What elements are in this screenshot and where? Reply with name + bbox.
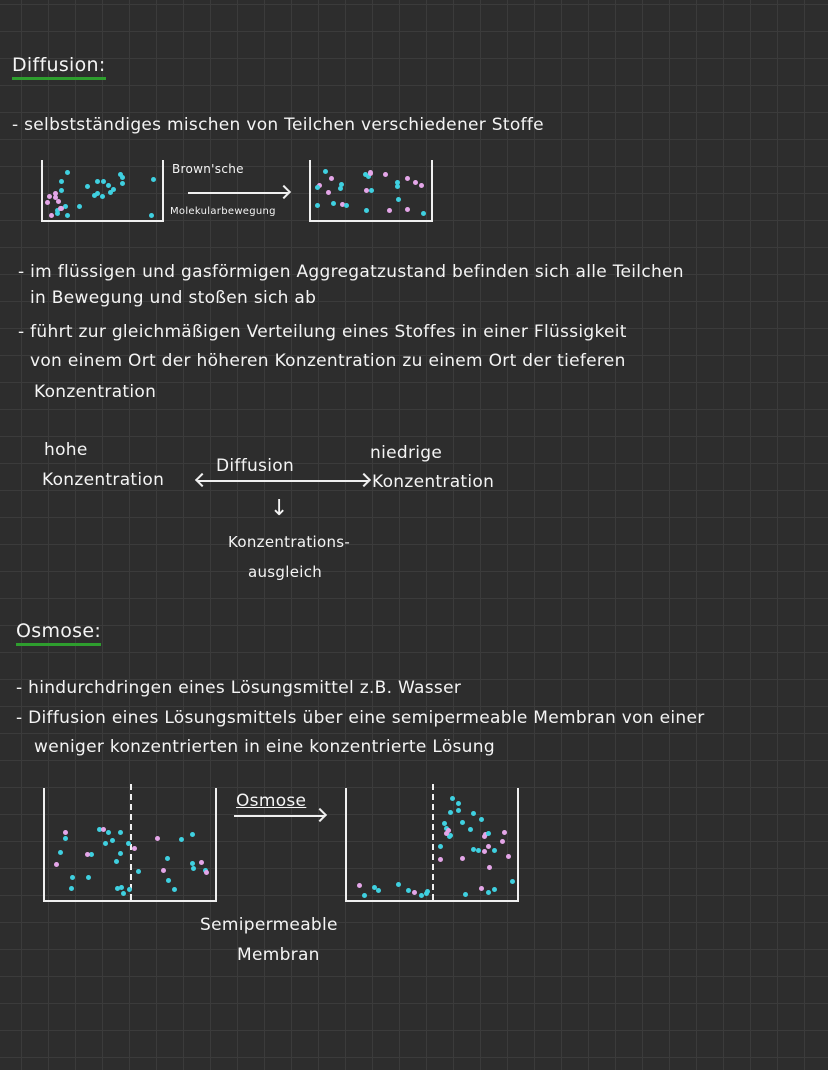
arrow-down-icon: ↓ [270, 496, 289, 521]
particle [425, 889, 430, 894]
particle [49, 213, 54, 218]
diffusion-bullet-2-line-1: - im flüssigen und gasförmigen Aggregatzustand befinden sich alle Teilchen [18, 262, 684, 282]
particle [58, 206, 63, 211]
particle [106, 830, 111, 835]
particle [329, 176, 334, 181]
osmose-heading: Osmose: [16, 620, 101, 646]
particle [376, 888, 381, 893]
diagram-result-line-2: ausgleich [248, 563, 323, 581]
particle [492, 848, 497, 853]
particle [438, 844, 443, 849]
diffusion-heading: Diffusion: [12, 54, 106, 80]
particle [421, 211, 426, 216]
diffusion-bullet-1: - selbstständiges mischen von Teilchen verschiedener Stoffe [12, 115, 544, 135]
particle [53, 191, 58, 196]
particle [468, 827, 473, 832]
arrow-right-icon [234, 815, 324, 817]
osmose-bullet-1: - hindurchdringen eines Lösungsmittel z.B. Wasser [16, 678, 462, 698]
particle [127, 887, 132, 892]
particle [69, 886, 74, 891]
diagram-left-line-2: Konzentration [42, 470, 165, 490]
diagram-result-line-1: Konzentrations- [228, 533, 351, 551]
diagram-left-line-1: hohe [44, 440, 88, 460]
particle [395, 184, 400, 189]
particle [471, 847, 476, 852]
particle [502, 830, 507, 835]
diffusion-bullet-3-line-1: - führt zur gleichmäßigen Verteilung eines Stoffes in einer Flüssigkeit [18, 322, 627, 342]
particle [383, 172, 388, 177]
diagram-right-line-2: Konzentration [372, 472, 495, 492]
particle [191, 866, 196, 871]
particle [510, 879, 515, 884]
particle [479, 886, 484, 891]
particle [463, 892, 468, 897]
particle [396, 882, 401, 887]
particle [204, 870, 209, 875]
particle [456, 801, 461, 806]
diffusion-bullet-2-line-2: in Bewegung und stoßen sich ab [30, 288, 317, 308]
particle [338, 186, 343, 191]
particle [100, 194, 105, 199]
particle [165, 856, 170, 861]
particle [101, 179, 106, 184]
diffusion-bullet-3-line-3: Konzentration [34, 382, 157, 402]
particle [149, 213, 154, 218]
particle [387, 208, 392, 213]
particle [151, 177, 156, 182]
arrow-label-bottom: Molekularbewegung [170, 206, 276, 217]
osmose-bullet-2-line-1: - Diffusion eines Lösungsmittels über eine semipermeable Membran von einer [16, 708, 705, 728]
particle [45, 200, 50, 205]
particle [95, 179, 100, 184]
particle [315, 185, 320, 190]
particle [364, 188, 369, 193]
particle [331, 201, 336, 206]
double-arrow-icon [198, 480, 368, 482]
particle [199, 860, 204, 865]
diffusion-bullet-3-line-2: von einem Ort der höheren Konzentration zu einem Ort der tieferen [30, 351, 626, 371]
particle [412, 890, 417, 895]
osmose-arrow-label: Osmose [236, 791, 307, 811]
particle [47, 194, 52, 199]
diagram-center-label: Diffusion [216, 456, 295, 476]
particle [413, 180, 418, 185]
particle [369, 188, 374, 193]
particle [419, 183, 424, 188]
arrow-right-icon [188, 192, 288, 194]
particle [70, 875, 75, 880]
osmose-bullet-2-line-2: weniger konzentrierten in eine konzentrierte Lösung [34, 737, 495, 757]
particle [438, 857, 443, 862]
particle [456, 808, 461, 813]
particle [190, 832, 195, 837]
diagram-right-line-1: niedrige [370, 443, 443, 463]
particle [55, 211, 60, 216]
particle [85, 184, 90, 189]
particle [368, 171, 373, 176]
particle [118, 851, 123, 856]
particle [179, 837, 184, 842]
particle [115, 886, 120, 891]
particle [63, 830, 68, 835]
arrow-label-top: Brown'sche [172, 162, 244, 176]
particle [339, 182, 344, 187]
particle [492, 887, 497, 892]
particle [121, 891, 126, 896]
membrane-label-line-2: Membran [237, 945, 320, 965]
particle [357, 883, 362, 888]
particle [85, 852, 90, 857]
membrane-label-line-1: Semipermeable [200, 915, 338, 935]
particle [486, 844, 491, 849]
particle [326, 190, 331, 195]
particle [59, 179, 64, 184]
particle [120, 181, 125, 186]
particle [323, 169, 328, 174]
particle [126, 841, 131, 846]
particle [110, 838, 115, 843]
membrane-line [432, 784, 434, 900]
particle [315, 203, 320, 208]
